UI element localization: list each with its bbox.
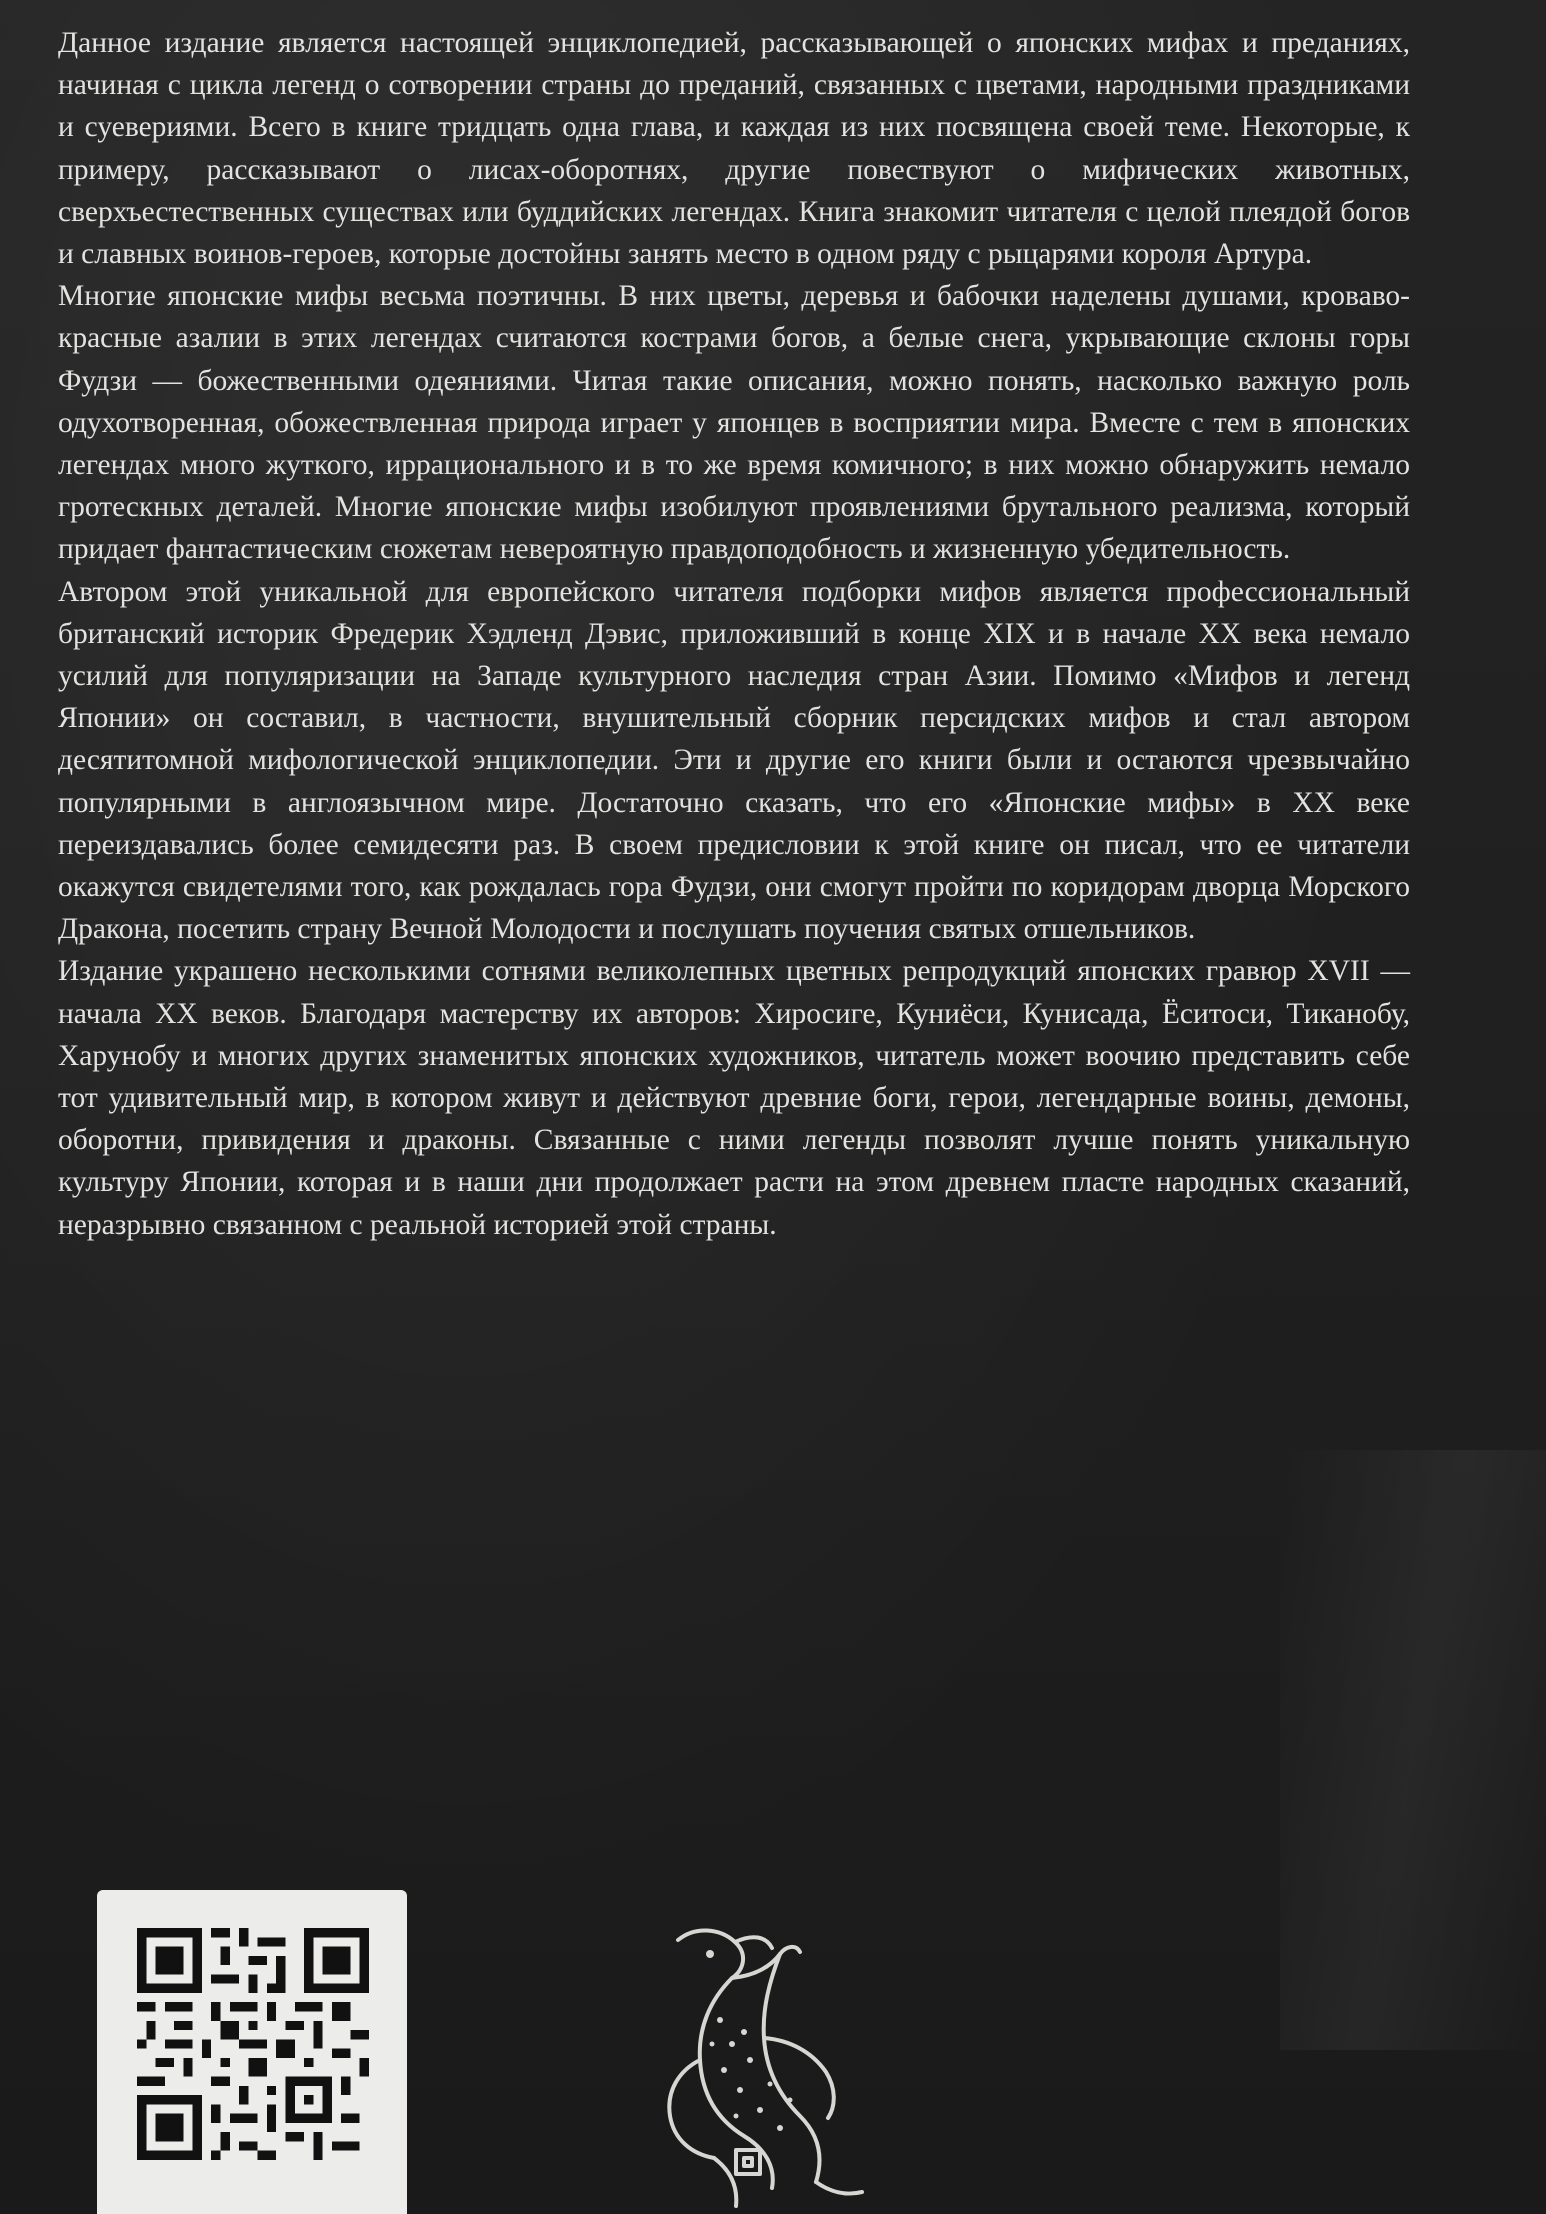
paragraph-4: Издание украшено несколькими сотнями великолепных цветных репродукций японских гравюр XVII — начала XX веков. Благодаря мастерству их авторов: Хиросиге, Куниёси, Кунисада, Ёситоси, Тиканобу, Харунобу и многих других знаменитых японских художников, читатель может воочию представить себе тот удивительный мир, в котором живут и действуют древние боги, герои, легендарные воины, демоны, оборотни, привидения и драконы. Связанные с ними легенды позволят лучше понять уникальную культуру Японии, которая и в наши дни продолжает расти на этом древнем пласте народных сказаний, неразрывно связанном с реальной историей этой страны.: [58, 955, 1410, 1241]
paragraph-2: Многие японские мифы весьма поэтичны. В них цветы, деревья и бабочки наделены душами, кроваво-красные азалии в этих легендах считаются кострами богов, а белые снега, укрывающие склоны горы Фудзи — божественными одеяниями. Читая такие описания, можно понять, насколько важную роль одухотворенная, обожествленная природа играет у японцев в восприятии мира. Вместе с тем в японских легендах много жуткого, иррационального и в то же время комичного; в них можно обнаружить немало гротескных деталей. Многие японские мифы изобилуют проявлениями брутального реализма, который придает фантастическим сюжетам невероятную правдоподобность и жизненную убедительность.: [58, 280, 1410, 566]
qr-code-card[interactable]: [97, 1890, 407, 2214]
paragraph-1: Данное издание является настоящей энциклопедией, рассказывающей о японских мифах и преданиях, начиная с цикла легенд о сотворении страны до преданий, связанных с цветами, народными праздниками и суевериями. Всего в книге тридцать одна глава, и каждая из них посвящена своей теме. Некоторые, к примеру, рассказывают о лисах-оборотнях, другие повествуют о мифических животных, сверхъестественных существах или буддийских легендах. Книга знакомит читателя с целой плеядой богов и славных воинов-героев, которые достойны занять место в одном ряду с рыцарями короля Артура.: [58, 27, 1410, 271]
dragon-emblem-icon: [640, 1920, 880, 2214]
paragraph-3: Автором этой уникальной для европейского читателя подборки мифов является профессиональный британский историк Фредерик Хэдленд Дэвис, приложивший в конце XIX и в начале XX века немало усилий для популяризации на Западе культурного наследия стран Азии. Помимо «Мифов и легенд Японии» он составил, в частности, внушительный сборник персидских мифов и стал автором десятитомной мифологической энциклопедии. Эти и другие его книги были и остаются чрезвычайно популярными в англоязычном мире. Достаточно сказать, что его «Японские мифы» в XX веке переиздавались более семидесяти раз. В своем предисловии к этой книге он писал, что ее читатели окажутся свидетелями того, как рождалась гора Фудзи, они смогут пройти по коридорам дворца Морского Дракона, посетить страну Вечной Молодости и послушать поучения святых отшельников.: [58, 575, 1410, 946]
shrink-wrap-glare: [1280, 1450, 1546, 2050]
qr-code-icon[interactable]: [137, 1928, 369, 2160]
annotation-text: [58, 22, 1410, 1246]
